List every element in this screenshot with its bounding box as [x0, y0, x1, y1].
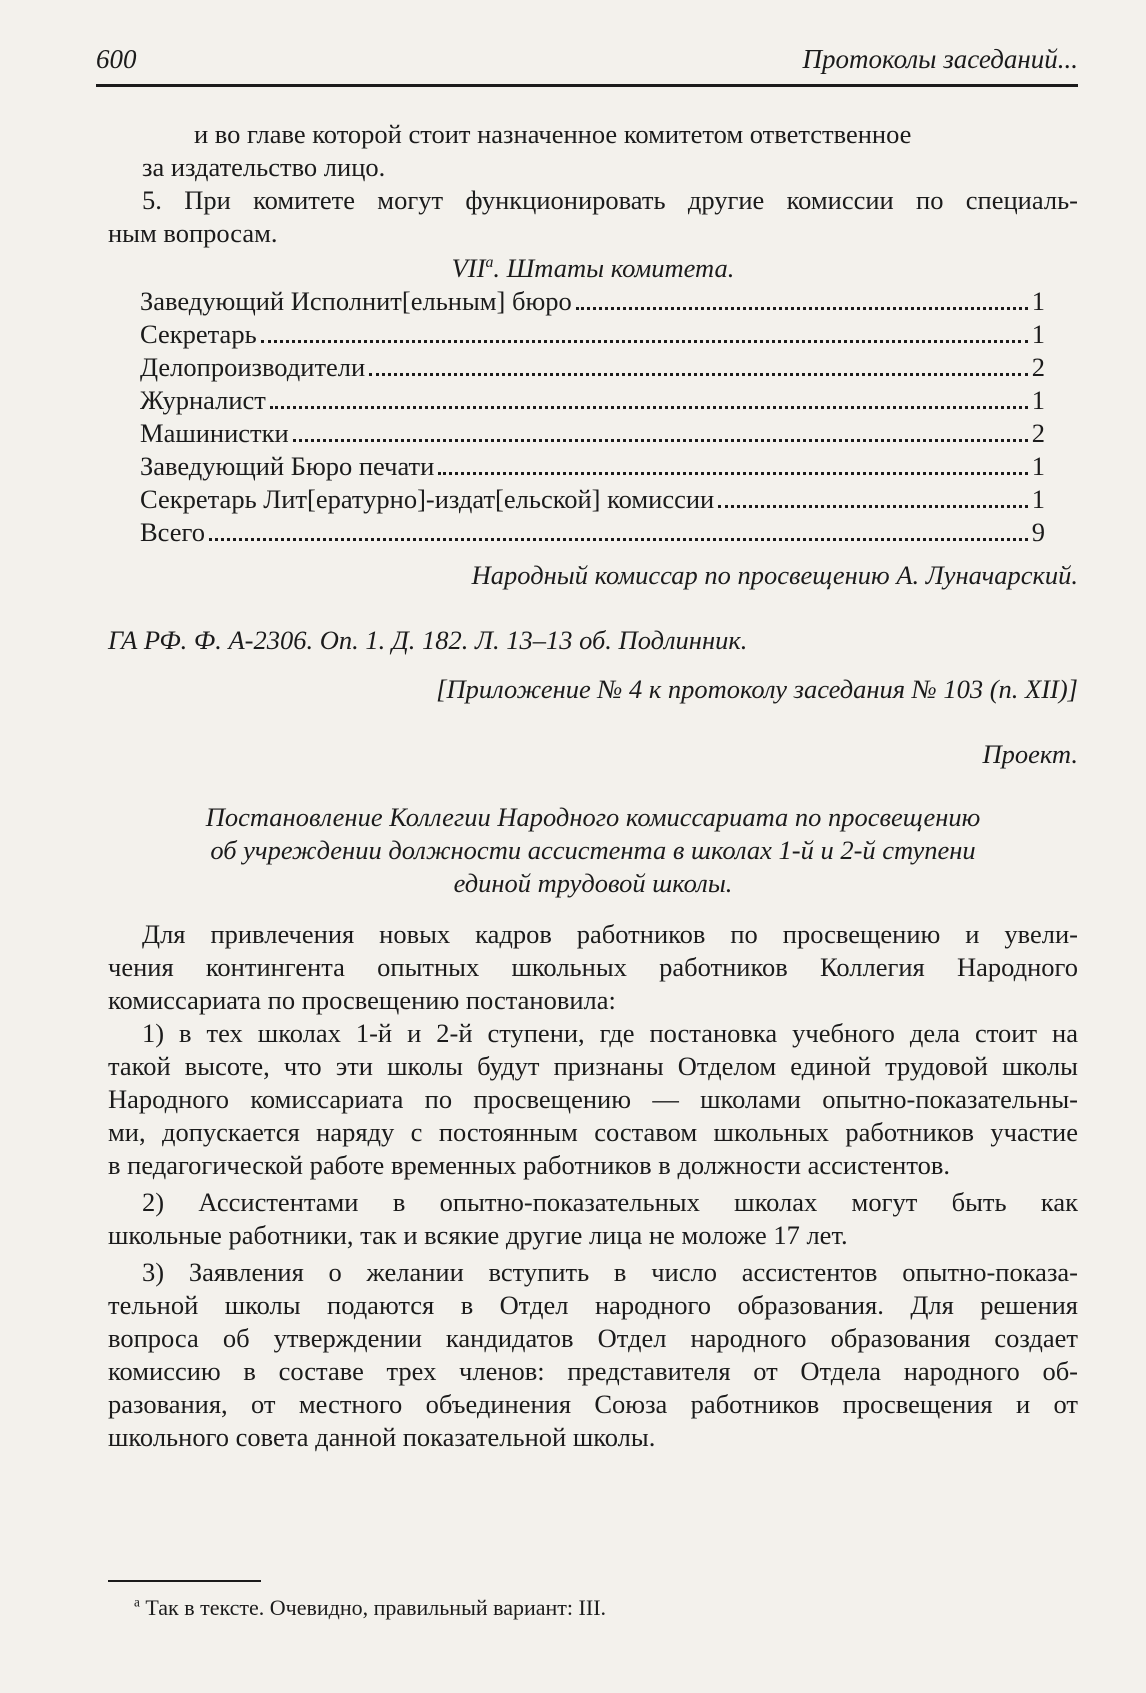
staff-row: [140, 417, 1045, 450]
footnote-marker: a: [485, 254, 494, 272]
footnote-rule: [108, 1580, 261, 1582]
point-1-paragraph: [108, 1017, 1078, 1182]
staff-count: 1: [1031, 484, 1045, 514]
staff-position: Заведующий Исполнит[ельным] бюро: [140, 286, 572, 316]
text-line: 1) в тех школах 1-й и 2-й ступени, где постановка учебного дела стоит на: [142, 1018, 1078, 1048]
leader-dots: [270, 406, 1028, 409]
text-line: школьные работники, так и всякие другие лица не моложе 17 лет.: [108, 1220, 848, 1250]
staff-count: 2: [1031, 418, 1045, 448]
footnote-text: Так в тексте. Очевидно, правильный вариант: III.: [139, 1595, 607, 1620]
footnote: [134, 1594, 606, 1622]
staff-row: [140, 351, 1045, 384]
staff-position: Заведующий Бюро печати: [140, 451, 435, 481]
staff-row: [140, 483, 1045, 516]
staff-position: Машинистки: [140, 418, 289, 448]
staff-row: [140, 318, 1045, 351]
staff-count: 1: [1031, 286, 1045, 316]
title-line: Постановление Коллегии Народного комиссариата по просвещению: [205, 802, 981, 832]
text-line: и во главе которой стоит назначенное комитетом ответственное: [194, 119, 912, 149]
staff-table: [140, 285, 1045, 549]
intro-resolution-paragraph: [108, 918, 1078, 1017]
text-line: разования, от местного объединения Союза работников просвещения и от: [108, 1389, 1078, 1419]
text-line: в педагогической работе временных работников в должности ассистентов.: [108, 1150, 950, 1180]
section-numeral: VII: [451, 253, 486, 283]
leader-dots: [293, 439, 1028, 442]
point-3-paragraph: [108, 1256, 1078, 1454]
staff-row: [140, 384, 1045, 417]
staff-count: 1: [1031, 385, 1045, 415]
staff-count: 1: [1031, 319, 1045, 349]
leader-dots: [438, 472, 1027, 475]
page-header: [96, 40, 1078, 80]
staff-position: Делопроизводители: [140, 352, 366, 382]
signature: Народный комиссар по просвещению А. Луначарский.: [471, 560, 1078, 590]
text-line: ми, допускается наряду с постоянным составом школьных работников участие: [108, 1117, 1078, 1147]
text-line: Народного комиссариата по просвещению — школами опытно-показательны-: [108, 1084, 1078, 1114]
text-line: за издательство лицо.: [142, 152, 386, 182]
item-5-paragraph: [108, 184, 1078, 250]
leader-dots: [369, 373, 1028, 376]
staff-position: Журналист: [140, 385, 266, 415]
point-2-paragraph: [108, 1186, 1078, 1252]
text-line: 5. При комитете могут функционировать другие комиссии по специаль-: [142, 185, 1078, 215]
staff-count: 2: [1031, 352, 1045, 382]
title-line: единой трудовой школы.: [453, 868, 733, 898]
text-line: тельной школы подаются в Отдел народного образования. Для решения: [108, 1290, 1078, 1320]
section-title-text: . Штаты комитета.: [493, 253, 735, 283]
text-line: ным вопросам.: [108, 218, 278, 248]
project-label: Проект.: [982, 739, 1078, 769]
staff-section-title: [108, 252, 1078, 285]
leader-dots: [261, 340, 1028, 343]
archive-reference: ГА РФ. Ф. А-2306. Оп. 1. Д. 182. Л. 13–13 об. Подлинник.: [108, 625, 748, 655]
leader-dots: [576, 307, 1028, 310]
page-number: 600: [96, 44, 137, 74]
text-line: 2) Ассистентами в опытно-показательных школах могут быть как: [142, 1187, 1078, 1217]
staff-position: Всего: [140, 517, 205, 547]
leader-dots: [209, 538, 1028, 541]
text-line: чения контингента опытных школьных работников Коллегия Народного: [108, 952, 1078, 982]
staff-position: Секретарь: [140, 319, 257, 349]
staff-count: 1: [1031, 451, 1045, 481]
intro-paragraph: [108, 118, 1078, 184]
header-rule: [96, 84, 1078, 87]
text-line: 3) Заявления о желании вступить в число ассистентов опытно-показа-: [142, 1257, 1078, 1287]
staff-row: [140, 285, 1045, 318]
staff-row: [140, 450, 1045, 483]
resolution-title: [108, 801, 1078, 900]
text-line: Для привлечения новых кадров работников по просвещению и увели-: [142, 919, 1078, 949]
page-body: [108, 118, 1078, 1454]
footnote-marker: a: [134, 1594, 140, 1610]
text-line: вопроса об утверждении кандидатов Отдел народного образования создает: [108, 1323, 1078, 1353]
staff-position: Секретарь Лит[ературно]-издат[ельской] комиссии: [140, 484, 715, 514]
appendix-reference: [Приложение № 4 к протоколу заседания № 103 (п. XII)]: [436, 674, 1078, 704]
leader-dots: [718, 505, 1028, 508]
text-line: комиссию в составе трех членов: представителя от Отдела народного об-: [108, 1356, 1078, 1386]
text-line: комиссариата по просвещению постановила:: [108, 985, 616, 1015]
title-line: об учреждении должности ассистента в школах 1-й и 2-й ступени: [210, 835, 976, 865]
running-title: Протоколы заседаний...: [802, 44, 1078, 74]
text-line: школьного совета данной показательной школы.: [108, 1422, 656, 1452]
staff-count: 9: [1031, 517, 1045, 547]
staff-row-total: [140, 516, 1045, 549]
text-line: такой высоте, что эти школы будут признаны Отделом единой трудовой школы: [108, 1051, 1078, 1081]
